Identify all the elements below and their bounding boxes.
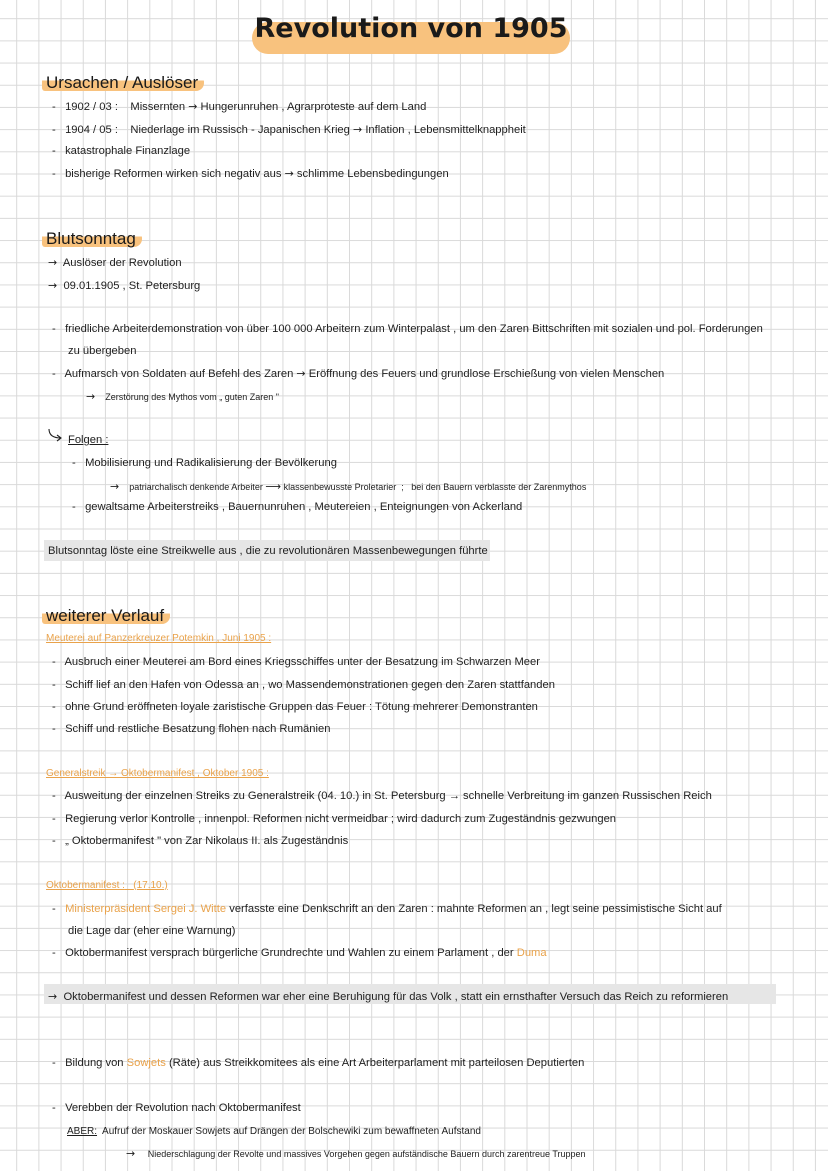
generalstreik-item-2-text: Regierung verlor Kontrolle , innenpol. Reformen nicht vermeidbar ; wird dadurch zum Zugeständnis gezwungen bbox=[65, 813, 617, 825]
arrow-icon: → bbox=[353, 123, 363, 136]
ursachen-item-2-rest: Inflation , Lebensmittelknappheit bbox=[365, 124, 526, 136]
page-title bbox=[252, 13, 570, 54]
blutsonntag-arrow-item-1-text: Auslöser der Revolution bbox=[62, 257, 182, 269]
witte-name: Ministerpräsident Sergei J. Witte bbox=[65, 903, 227, 915]
arrow-icon: → bbox=[48, 990, 58, 1003]
blutsonntag-item-1-text: friedliche Arbeiterdemonstration von über 100 000 Arbeitern zum Winterpalast , um den Zaren Bittschriften mit sozialen und pol. Forderungen bbox=[65, 323, 763, 335]
dash: - bbox=[52, 947, 56, 959]
folgen-item-2 bbox=[72, 501, 522, 514]
blutsonntag-arrow-item-2-text: 09.01.1905 , St. Petersburg bbox=[63, 280, 201, 292]
ursachen-item-1 bbox=[52, 100, 426, 114]
dash: - bbox=[52, 790, 56, 802]
ursachen-item-2-label: 1904 / 05 : bbox=[65, 124, 118, 136]
arrow-icon: → bbox=[284, 167, 294, 180]
potemkin-title: Meuterei auf Panzerkreuzer Potemkin , Juni 1905 : bbox=[46, 633, 272, 644]
arrow-icon: → bbox=[48, 279, 58, 292]
arrow-icon: → bbox=[188, 100, 198, 113]
blutsonntag-item-2-sub bbox=[86, 390, 279, 404]
ursachen-item-2-text: Niederlage im Russisch - Japanischen Krieg bbox=[130, 124, 350, 136]
page-title-text: Revolution von 1905 bbox=[254, 13, 568, 44]
ursachen-item-4 bbox=[52, 167, 449, 181]
dash: - bbox=[72, 501, 76, 513]
blutsonntag-arrow-item-2 bbox=[48, 279, 200, 293]
folgen-item-1 bbox=[72, 457, 337, 470]
arrow-icon: → bbox=[86, 390, 96, 403]
ursachen-item-4-rest: schlimme Lebensbedingungen bbox=[296, 168, 449, 180]
ursachen-item-1-label: 1902 / 03 : bbox=[65, 101, 118, 113]
oktobermanifest-item-1-cont: die Lage dar (eher eine Warnung) bbox=[68, 925, 236, 937]
blutsonntag-item-2 bbox=[52, 367, 664, 381]
potemkin-item-4 bbox=[52, 723, 330, 736]
oktobermanifest-item-1 bbox=[52, 903, 722, 916]
ursachen-item-3 bbox=[52, 145, 190, 158]
dash: - bbox=[52, 323, 56, 335]
dash: - bbox=[52, 101, 56, 113]
heading-blutsonntag: Blutsonntag bbox=[42, 230, 142, 247]
dash: - bbox=[52, 701, 56, 713]
long-arrow-icon: ⟶ bbox=[265, 480, 282, 493]
generalstreik-item-2 bbox=[52, 813, 616, 826]
aber-text: Aufruf der Moskauer Sowjets auf Drängen der Bolschewiki zum bewaffneten Aufstand bbox=[102, 1126, 481, 1137]
generalstreik-item-1-text: Ausweitung der einzelnen Streiks zu Generalstreik (04. 10.) in St. Petersburg → schnelle Verbreitung im ganzen Russischen Reich bbox=[64, 790, 712, 802]
verebben-item bbox=[52, 1102, 301, 1115]
oktobermanifest-title-text: Oktobermanifest : bbox=[46, 880, 125, 891]
oktobermanifest-item-2 bbox=[52, 947, 547, 960]
oktobermanifest-item-1-rest: verfasste eine Denkschrift an den Zaren : mahnte Reformen an , legt seine pessimistische Sicht auf bbox=[229, 903, 722, 915]
arrow-icon: → bbox=[110, 480, 120, 493]
dash: - bbox=[52, 656, 56, 668]
aber-sub bbox=[126, 1147, 586, 1161]
dash: - bbox=[52, 168, 56, 180]
blutsonntag-arrow-item-1 bbox=[48, 256, 182, 270]
ursachen-item-4-text: bisherige Reformen wirken sich negativ aus bbox=[65, 168, 282, 180]
folgen-item-1-text: Mobilisierung und Radikalisierung der Bevölkerung bbox=[85, 457, 337, 469]
duma-term: Duma bbox=[516, 947, 547, 959]
sowjets-word: Sowjets bbox=[126, 1057, 166, 1069]
dash: - bbox=[52, 903, 56, 915]
potemkin-item-1-text: Ausbruch einer Meuterei am Bord eines Kriegsschiffes unter der Besatzung im Schwarzen Meer bbox=[64, 656, 540, 668]
dash: - bbox=[52, 124, 56, 136]
arrow-icon: → bbox=[48, 256, 58, 269]
oktobermanifest-date: (17.10.) bbox=[133, 880, 168, 891]
aber-label: ABER: bbox=[67, 1126, 98, 1137]
potemkin-item-2 bbox=[52, 679, 555, 692]
ursachen-item-1-rest: Hungerunruhen , Agrarproteste auf dem Land bbox=[200, 101, 427, 113]
sowjets-pre: Bildung von bbox=[65, 1057, 124, 1069]
blutsonntag-item-2-text: Aufmarsch von Soldaten auf Befehl des Zaren bbox=[64, 368, 294, 380]
generalstreik-item-1 bbox=[52, 790, 712, 803]
blutsonntag-item-2-rest: Eröffnung des Feuers und grundlose Erschießung von vielen Menschen bbox=[308, 368, 665, 380]
folgen-item-2-text: gewaltsame Arbeiterstreiks , Bauernunruhen , Meutereien , Enteignungen von Ackerland bbox=[85, 501, 523, 513]
potemkin-item-2-text: Schiff lief an den Hafen von Odessa an , wo Massendemonstrationen gegen den Zaren stattfanden bbox=[65, 679, 555, 691]
blutsonntag-summary: Blutsonntag löste eine Streikwelle aus , die zu revolutionären Massenbewegungen führte bbox=[48, 545, 488, 557]
dash: - bbox=[72, 457, 76, 469]
sowjets-item bbox=[52, 1057, 584, 1070]
folgen-sub-b: klassenbewusste Proletarier bbox=[283, 482, 397, 492]
dash: - bbox=[52, 813, 56, 825]
dash: - bbox=[52, 835, 56, 847]
potemkin-item-3-text: ohne Grund eröffneten loyale zaristische Gruppen das Feuer : Tötung mehrerer Demonstranten bbox=[65, 701, 538, 713]
aber-sub-text: Niederschlagung der Revolte und massives Vorgehen gegen aufständische Bauern durch zarentreue Truppen bbox=[147, 1149, 586, 1159]
ursachen-item-2 bbox=[52, 123, 526, 137]
generalstreik-item-3-text: „ Oktobermanifest " von Zar Nikolaus II. als Zugeständnis bbox=[65, 835, 349, 847]
oktobermanifest-title bbox=[46, 880, 168, 892]
curved-arrow-icon bbox=[46, 428, 64, 442]
oktobermanifest-summary bbox=[48, 990, 728, 1004]
dash: - bbox=[52, 368, 56, 380]
blutsonntag-item-1 bbox=[52, 323, 763, 336]
oktobermanifest-summary-text: Oktobermanifest und dessen Reformen war eher eine Beruhigung für das Volk , statt ein ernsthafter Versuch das Reich zu reformieren bbox=[63, 991, 729, 1003]
folgen-sub-c: bei den Bauern verblasste der Zarenmythos bbox=[411, 482, 587, 492]
dash: - bbox=[52, 1057, 56, 1069]
dash: - bbox=[52, 679, 56, 691]
potemkin-item-3 bbox=[52, 701, 538, 714]
oktobermanifest-item-2-text: Oktobermanifest versprach bürgerliche Grundrechte und Wahlen zu einem Parlament , der bbox=[65, 947, 514, 959]
aber-item bbox=[67, 1125, 481, 1138]
dash: - bbox=[52, 1102, 56, 1114]
arrow-icon: → bbox=[296, 367, 306, 380]
heading-ursachen: Ursachen / Auslöser bbox=[42, 74, 204, 91]
generalstreik-title: Generalstreik → Oktobermanifest , Oktober 1905 : bbox=[46, 768, 269, 779]
dash: - bbox=[52, 723, 56, 735]
sowjets-rest: (Räte) aus Streikkomitees als eine Art Arbeiterparlament mit parteilosen Deputierten bbox=[168, 1057, 585, 1069]
potemkin-item-4-text: Schiff und restliche Besatzung flohen nach Rumänien bbox=[65, 723, 331, 735]
ursachen-item-1-text: Missernten bbox=[130, 101, 186, 113]
arrow-icon: → bbox=[126, 1147, 136, 1160]
potemkin-item-1 bbox=[52, 656, 540, 669]
folgen-sub-a: patriarchalisch denkende Arbeiter bbox=[129, 482, 263, 492]
dash: - bbox=[52, 145, 56, 157]
heading-weiterer-verlauf: weiterer Verlauf bbox=[42, 607, 170, 624]
folgen-label: Folgen : bbox=[68, 434, 109, 446]
ursachen-item-3-text: katastrophale Finanzlage bbox=[65, 145, 191, 157]
blutsonntag-item-1-cont: zu übergeben bbox=[68, 345, 137, 357]
folgen-item-1-sub: → patriarchalisch denkende Arbeiter ⟶ klassenbewusste Proletarier ; bei den Bauern verblasste der Zarenmythos bbox=[110, 480, 587, 493]
generalstreik-item-3 bbox=[52, 835, 348, 848]
verebben-text: Verebben der Revolution nach Oktobermanifest bbox=[65, 1102, 301, 1114]
blutsonntag-item-2-sub-text: Zerstörung des Mythos vom „ guten Zaren " bbox=[105, 392, 280, 402]
